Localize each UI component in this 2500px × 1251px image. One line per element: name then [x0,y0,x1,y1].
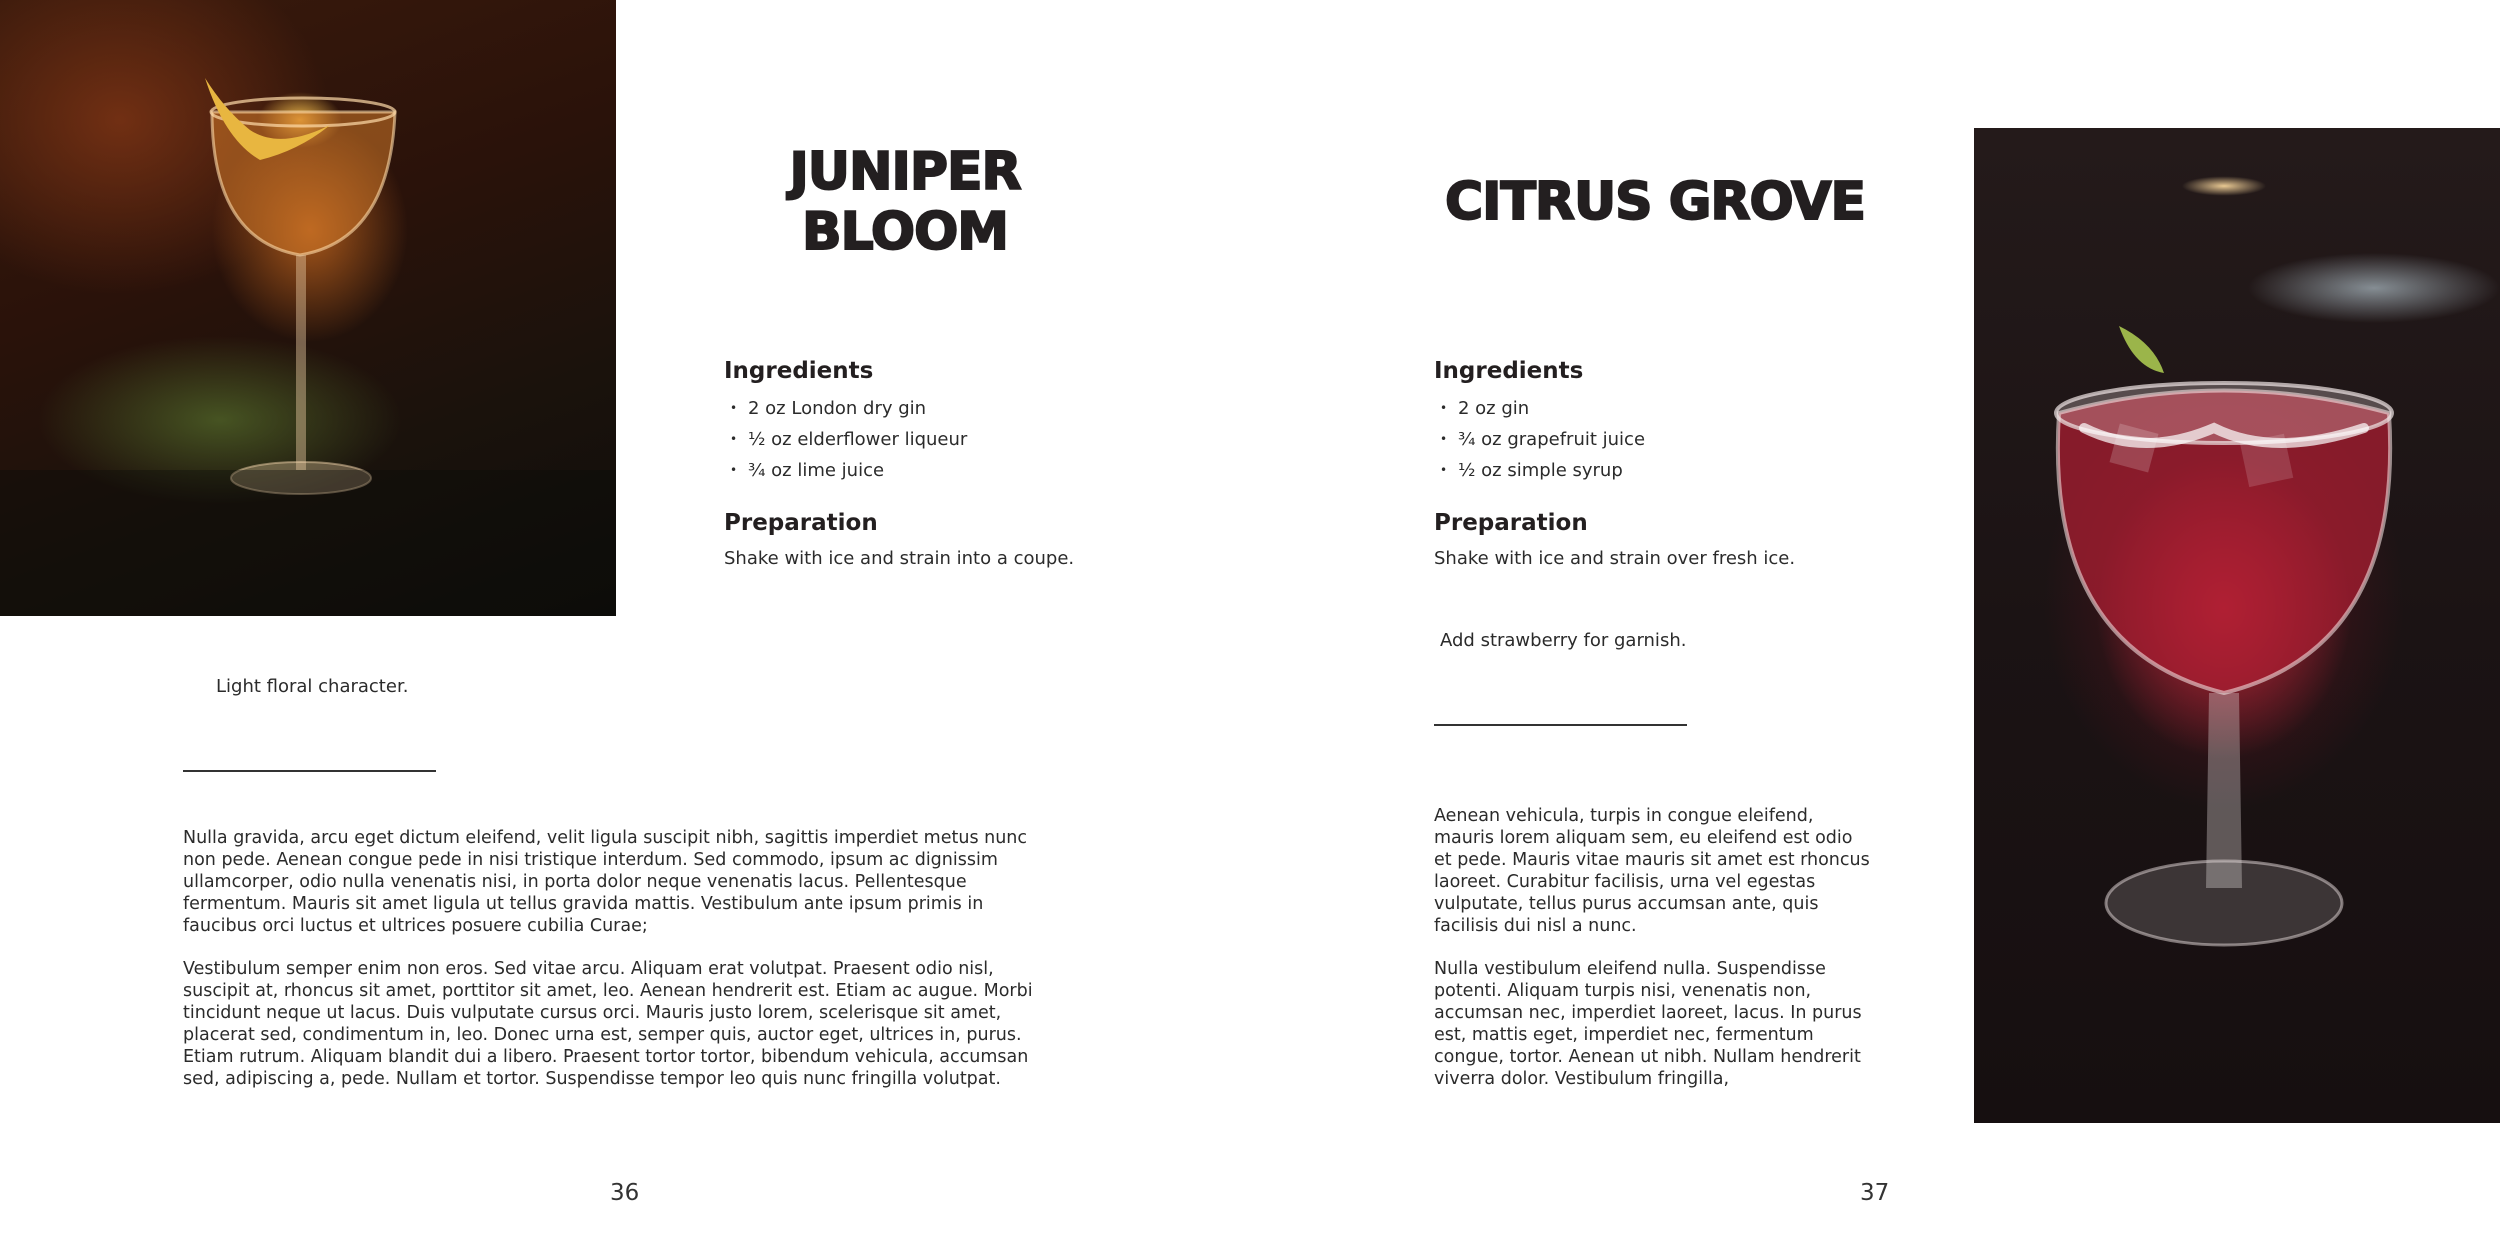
preparation-text: Shake with ice and strain over fresh ice. [1434,548,1796,569]
list-item: • ¾ oz lime juice [724,455,967,486]
preparation-heading: Preparation [1434,510,1588,536]
tasting-note: Light floral character. [216,676,409,697]
preparation-heading: Preparation [724,510,878,536]
list-item: • ¾ oz grapefruit juice [1434,424,1645,455]
page-right [1250,0,2500,1251]
ingredients-list [1434,393,1645,486]
list-item: • 2 oz gin [1434,393,1645,424]
page-number: 36 [610,1180,640,1206]
ingredients-list [724,393,967,486]
list-item: • ½ oz simple syrup [1434,455,1645,486]
cocktail-goblet-photo [1974,128,2500,1123]
list-item: • ½ oz elderflower liqueur [724,424,967,455]
ingredients-heading: Ingredients [1434,358,1584,384]
divider-rule [183,770,436,772]
coupe-glass-icon [0,0,616,616]
body-paragraph: Aenean vehicula, turpis in congue eleifend, mauris lorem aliquam sem, eu eleifend est odio et pede. Mauris vitae mauris sit amet est rhoncus laoreet. Curabitur facilisis, urna vel egestas vulputate, tellus purus accumsan ante, quis facilisis dui nisl a nunc. [1434,806,1870,936]
body-paragraph: Nulla vestibulum eleifend nulla. Suspendisse potenti. Aliquam turpis nisi, venenatis non, accumsan nec, imperdiet laoreet, lacus. In purus est, mattis eget, imperdiet nec, fermentum congue, tortor. Aenean ut nibh. Nullam hendrerit viverra dolor. Vestibulum fringilla, [1434,959,1862,1089]
goblet-glass-icon [1974,128,2500,1123]
recipe-title: CITRUS GROVE [1444,172,1866,232]
body-paragraph: Vestibulum semper enim non eros. Sed vitae arcu. Aliquam erat volutpat. Praesent odio nisl, suscipit at, rhoncus sit amet, porttitor sit amet, leo. Aenean hendrerit est. Etiam ac augue. Morbi tincidunt neque ut lacus. Duis vulputate cursus orci. Mauris justo lorem, scelerisque sit amet, placerat sed, condimentum in, leo. Donec urna est, semper quis, auctor eget, ultrices in, purus. Etiam rutrum. Aliquam blandit dui a libero. Praesent tortor tortor, bibendum vehicula, accumsan sed, adipiscing a, pede. Nullam et tortor. Suspendisse tempor leo quis nunc fringilla volutpat. [183,959,1033,1089]
body-paragraph: Nulla gravida, arcu eget dictum eleifend, velit ligula suscipit nibh, sagittis imperdiet metus nunc non pede. Aenean congue pede in nisi tristique interdum. Sed commodo, ipsum ac dignissim ullamcorper, odio nulla venenatis nisi, in porta dolor neque venenatis lacus. Pellentesque fermentum. Mauris sit amet ligula ut tellus gravida mattis. Vestibulum ante ipsum primis in faucibus orci luctus et ultrices posuere cubilia Curae; [183,828,1028,936]
preparation-text: Shake with ice and strain into a coupe. [724,548,1075,569]
cocktail-coupe-photo [0,0,616,616]
ingredients-heading: Ingredients [724,358,874,384]
garnish-note: Add strawberry for garnish. [1440,630,1687,651]
recipe-title: JUNIPER BLOOM [789,142,1021,262]
divider-rule [1434,724,1687,726]
list-item: • 2 oz London dry gin [724,393,967,424]
page-number: 37 [1860,1180,1890,1206]
